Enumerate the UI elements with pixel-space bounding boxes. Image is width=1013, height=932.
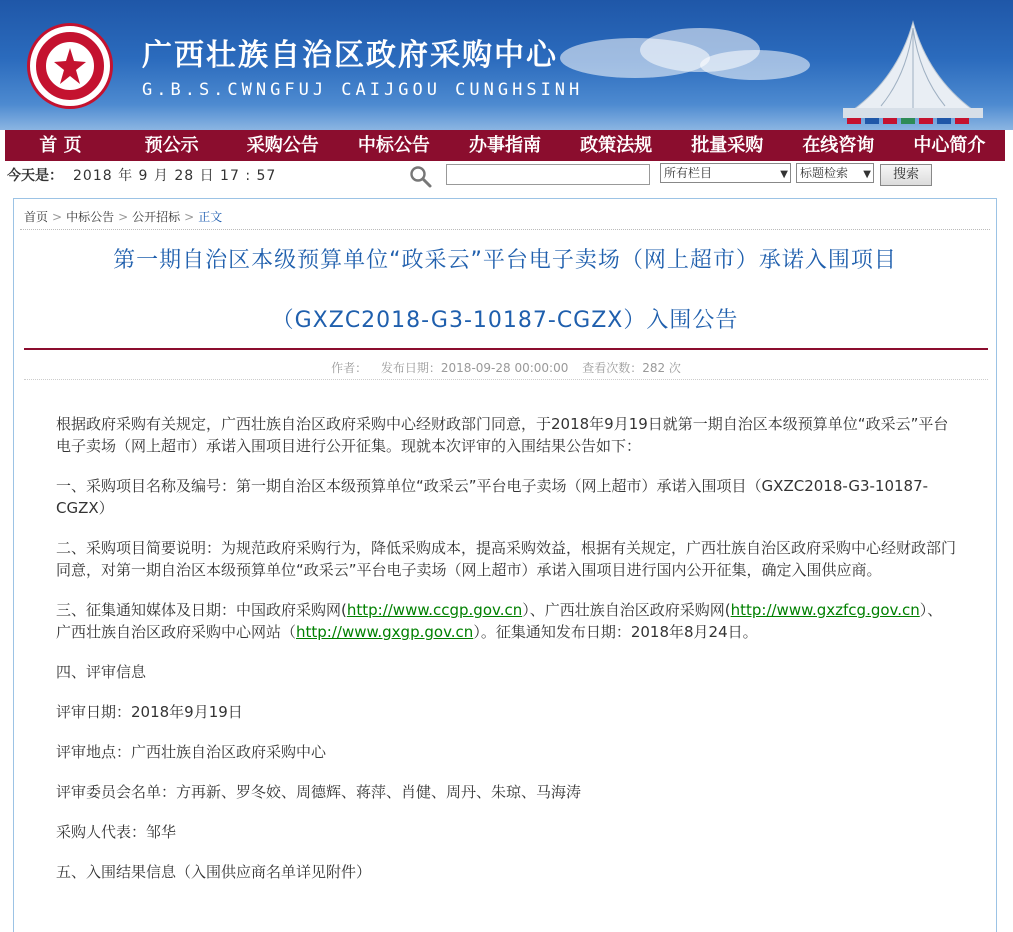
- breadcrumb-public-tender[interactable]: 公开招标: [132, 210, 181, 224]
- search-mode-value: 标题检索: [800, 166, 849, 180]
- nav-item-award-notices[interactable]: 中标公告: [357, 135, 430, 156]
- convention-center-building-icon: [833, 18, 993, 130]
- main-nav: [5, 130, 1005, 161]
- breadcrumb-divider: [20, 229, 990, 230]
- breadcrumb-home[interactable]: 首页: [24, 210, 49, 224]
- article-meta: [14, 359, 998, 376]
- paragraph-review-heading: 四、评审信息: [56, 663, 147, 681]
- paragraph-media: [56, 599, 956, 643]
- meta-author: 作者：: [331, 361, 368, 375]
- article-title-line2: （GXZC2018-G3-10187-CGZX）入围公告: [271, 308, 739, 333]
- star-icon: [53, 46, 87, 86]
- header-banner: [0, 0, 1013, 130]
- breadcrumb-separator: >: [184, 210, 195, 224]
- nav-item-online-consult[interactable]: 在线咨询: [802, 135, 875, 156]
- paragraph-committee: 评审委员会名单：方再新、罗冬姣、周德辉、蒋萍、肖健、周丹、朱琼、马海涛: [56, 783, 582, 801]
- current-date: 2018 年 9 月 28 日 17 : 57: [73, 168, 277, 184]
- content-panel: [13, 198, 997, 932]
- breadcrumb-separator: >: [52, 210, 63, 224]
- paragraph-project-name: 一、采购项目名称及编号：第一期自治区本级预算单位“政采云”平台电子卖场（网上超市）承诺入围项目（GXZC2018-G3-10187-CGZX）: [56, 477, 929, 517]
- chevron-down-icon: ▼: [863, 169, 871, 180]
- nav-item-bulk-procurement[interactable]: 批量采购: [691, 135, 764, 156]
- nav-item-guide[interactable]: 办事指南: [468, 135, 541, 156]
- site-title[interactable]: 广西壮族自治区政府采购中心: [142, 38, 558, 73]
- paragraph-review-date: 评审日期：2018年9月19日: [56, 703, 243, 721]
- article-title-line1: 第一期自治区本级预算单位“政采云”平台电子卖场（网上超市）承诺入围项目: [113, 248, 897, 273]
- site-subtitle: G.B.S.CWNGFUJ CAIJGOU CUNGHSINH: [142, 80, 584, 100]
- breadcrumb-separator: >: [118, 210, 129, 224]
- breadcrumb: [24, 208, 222, 225]
- chevron-down-icon: ▼: [780, 169, 788, 180]
- column-select-value: 所有栏目: [664, 166, 713, 180]
- link-ccgp[interactable]: http://www.ccgp.gov.cn: [346, 601, 523, 619]
- column-select[interactable]: [660, 163, 791, 183]
- cloud-decoration: [700, 50, 810, 80]
- breadcrumb-award-notices[interactable]: 中标公告: [66, 210, 115, 224]
- nav-item-preview[interactable]: 预公示: [144, 135, 199, 156]
- nav-item-home[interactable]: 首 页: [39, 135, 82, 156]
- paragraph-purchaser-rep: 采购人代表：邹华: [56, 823, 177, 841]
- article-body: [56, 413, 956, 901]
- paragraph-intro: 根据政府采购有关规定，广西壮族自治区政府采购中心经财政部门同意，于2018年9月19日就第一期自治区本级预算单位“政采云”平台电子卖场（网上超市）承诺入围项目进行公开征集。现就本次评审的入围结果公告如下：: [56, 415, 949, 455]
- nav-item-policy[interactable]: 政策法规: [580, 135, 653, 156]
- meta-view-count: 查看次数：282 次: [582, 361, 681, 375]
- link-gxzfcg[interactable]: http://www.gxzfcg.gov.cn: [730, 601, 920, 619]
- meta-publish-date: 发布日期：2018-09-28 00:00:00: [380, 361, 569, 375]
- search-input[interactable]: [446, 164, 650, 185]
- nav-item-about[interactable]: 中心简介: [913, 135, 986, 156]
- link-gxgp[interactable]: http://www.gxgp.gov.cn: [296, 623, 474, 641]
- info-search-bar: [5, 161, 1005, 188]
- media-text-c: ）、广西壮族自治区政府采购中心网站（: [56, 601, 943, 641]
- media-text-d: ）。征集通知发布日期：2018年8月24日。: [473, 623, 758, 641]
- search-mode-select[interactable]: [796, 163, 874, 183]
- title-divider: [24, 348, 988, 350]
- meta-divider: [24, 379, 988, 380]
- procurement-seal-logo[interactable]: [27, 23, 113, 109]
- media-text-a: 三、征集通知媒体及日期：中国政府采购网(: [56, 601, 347, 619]
- search-icon: [409, 165, 433, 189]
- media-text-b: ）、广西壮族自治区政府采购网(: [522, 601, 731, 619]
- paragraph-results-heading: 五、入围结果信息（入围供应商名单详见附件）: [56, 863, 372, 881]
- search-button[interactable]: 搜索: [880, 164, 932, 186]
- breadcrumb-current: 正文: [198, 210, 223, 224]
- paragraph-review-location: 评审地点：广西壮族自治区政府采购中心: [56, 743, 327, 761]
- paragraph-project-summary: 二、采购项目简要说明：为规范政府采购行为，降低采购成本，提高采购效益，根据有关规定，广西壮族自治区政府采购中心经财政部门同意，对第一期自治区本级预算单位“政采云”平台电子卖场（网上超市）承诺入围项目进行国内公开征集，确定入围供应商。: [56, 539, 957, 579]
- nav-item-procurement-notices[interactable]: 采购公告: [246, 135, 319, 156]
- date-label: 今天是：: [7, 168, 63, 184]
